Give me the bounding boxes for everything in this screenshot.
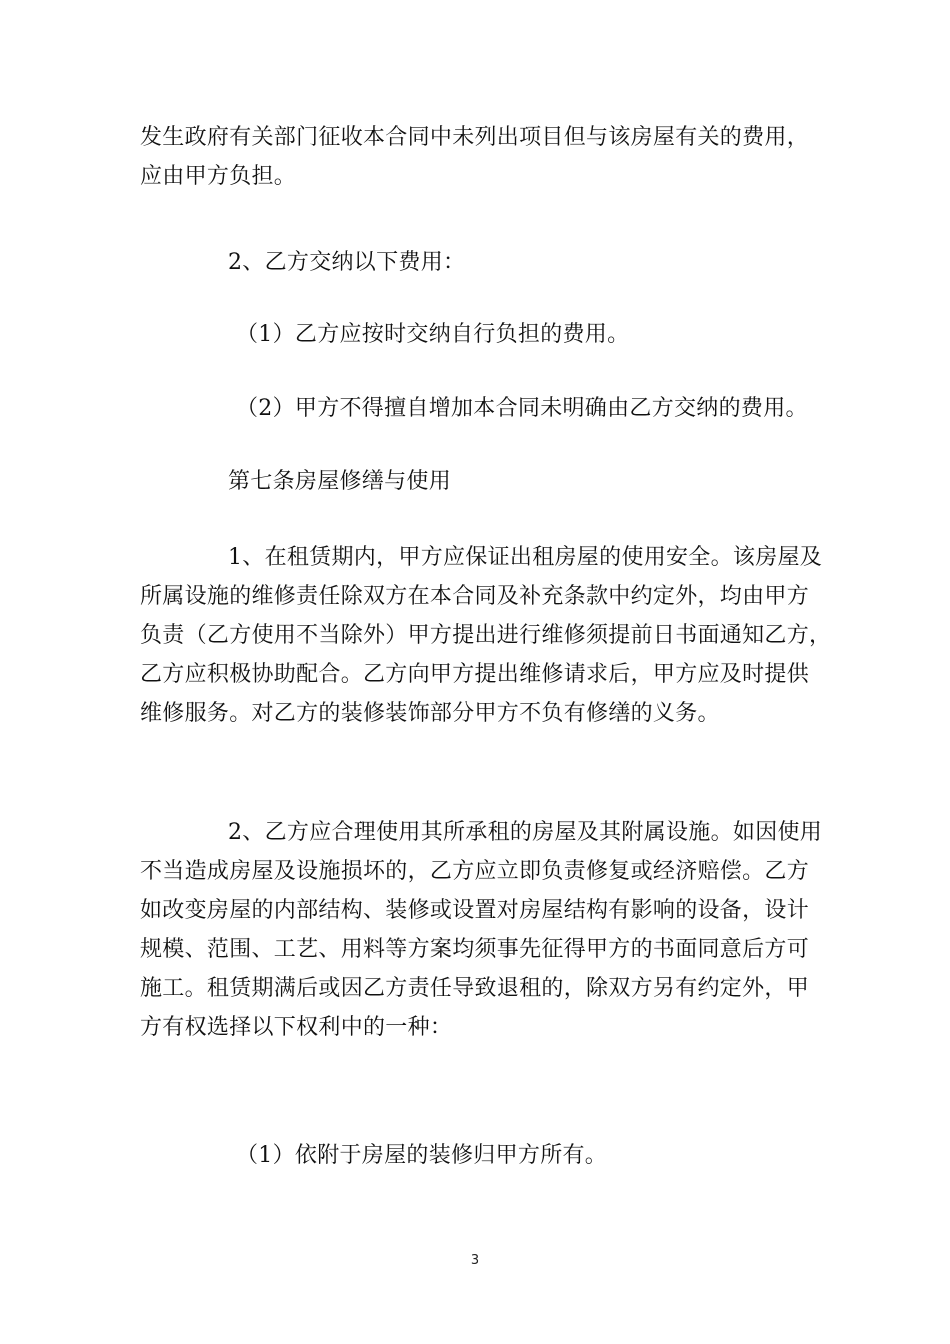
text-line: 维修服务。对乙方的装修装饰部分甲方不负有修缮的义务。 xyxy=(140,701,720,726)
text-line: 负责（乙方使用不当除外）甲方提出进行维修须提前日书面通知乙方， xyxy=(140,623,832,648)
text-line: 不当造成房屋及设施损坏的，乙方应立即负责修复或经济赔偿。乙方 xyxy=(140,859,810,884)
paragraph-repair-responsibility xyxy=(140,538,832,733)
paragraph-tenant-fee-item-1 xyxy=(140,315,820,354)
text-line: 如改变房屋的内部结构、装修或设置对房屋结构有影响的设备，设计 xyxy=(140,898,810,923)
text-line: 发生政府有关部门征收本合同中未列出项目但与该房屋有关的费用， xyxy=(140,125,810,150)
text-line: 乙方应积极协助配合。乙方向甲方提出维修请求后，甲方应及时提供 xyxy=(140,662,810,687)
text-line: 方有权选择以下权利中的一种： xyxy=(140,1015,453,1040)
page-number: 3 xyxy=(470,1253,480,1268)
text-line: 2、乙方应合理使用其所承租的房屋及其附属设施。如因使用 xyxy=(228,820,823,845)
text-line: 所属设施的维修责任除双方在本合同及补充条款中约定外，均由甲方 xyxy=(140,584,810,609)
text-line: 施工。租赁期满后或因乙方责任导致退租的，除双方另有约定外，甲 xyxy=(140,976,810,1001)
article-seven-heading xyxy=(140,462,820,501)
text-line: 2、乙方交纳以下费用： xyxy=(228,250,466,275)
text-line: （2）甲方不得擅自增加本合同未明确由乙方交纳的费用。 xyxy=(236,396,808,421)
paragraph-fee-burden xyxy=(140,118,820,196)
text-line: 第七条房屋修缮与使用 xyxy=(228,469,452,494)
paragraph-decoration-ownership xyxy=(140,1136,820,1175)
text-line: （1）依附于房屋的装修归甲方所有。 xyxy=(236,1143,608,1168)
text-line: 应由甲方负担。 xyxy=(140,164,297,189)
text-line: 规模、范围、工艺、用料等方案均须事先征得甲方的书面同意后方可 xyxy=(140,937,810,962)
paragraph-reasonable-use xyxy=(140,813,823,1047)
paragraph-tenant-fee-item-2 xyxy=(140,389,820,428)
text-line: 1、在租赁期内，甲方应保证出租房屋的使用安全。该房屋及 xyxy=(228,545,823,570)
paragraph-tenant-fees-heading xyxy=(140,243,820,282)
text-line: （1）乙方应按时交纳自行负担的费用。 xyxy=(236,322,630,347)
